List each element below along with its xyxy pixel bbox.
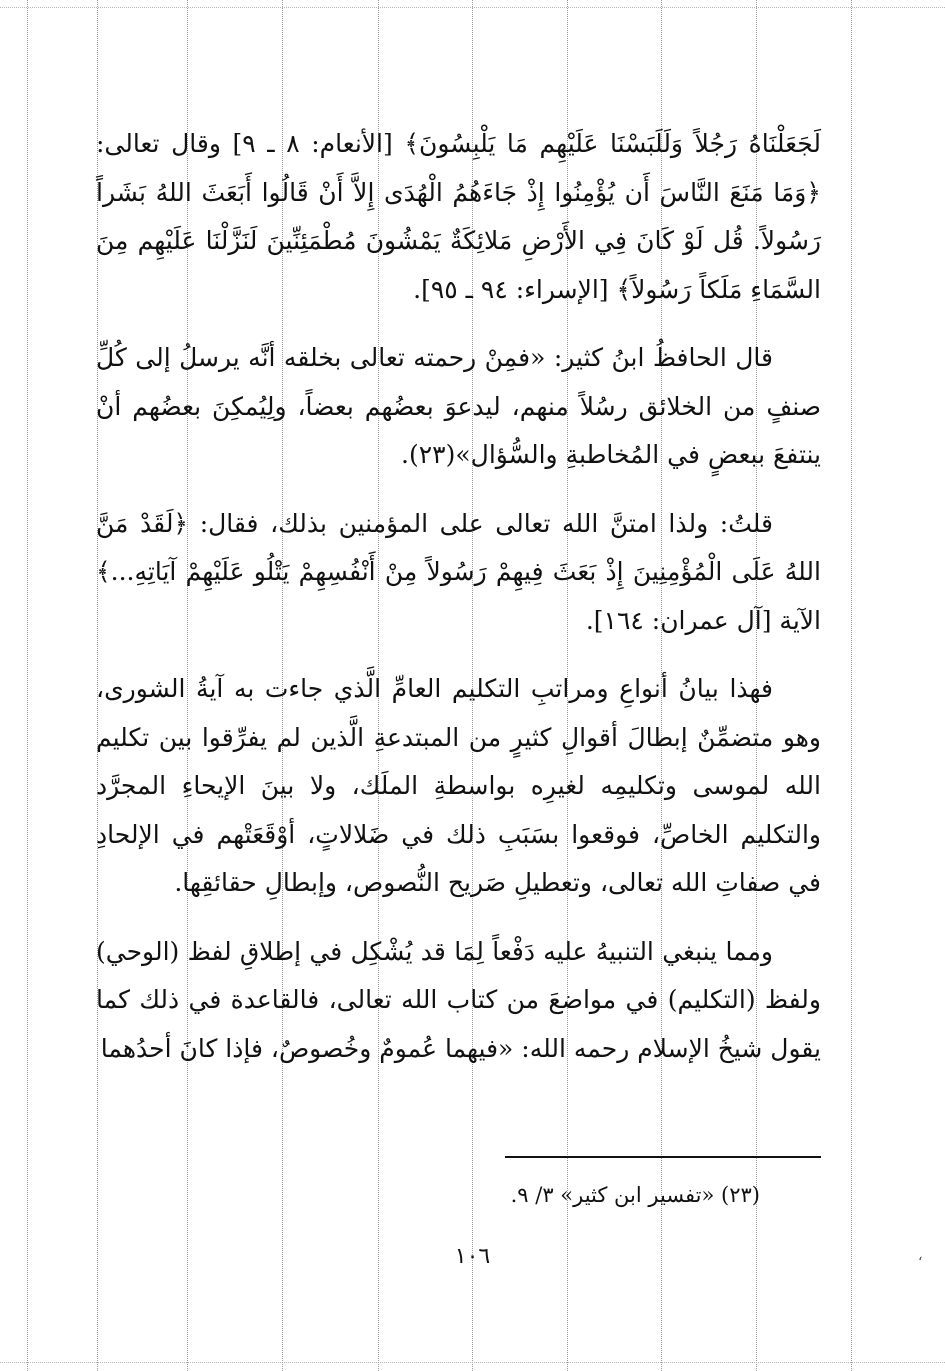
book-page-body xyxy=(96,120,821,1073)
grid-guide xyxy=(27,0,28,1371)
scan-edge-mark: ‘ xyxy=(918,1255,923,1271)
grid-guide xyxy=(0,7,945,8)
paragraph-al-imran-verse: قلتُ: ولذا امتنَّ الله تعالى على المؤمنين بذلك، فقال: ﴿لَقَدْ مَنَّ اللهُ عَلَى الْمُؤْمِنِينَ إِذْ بَعَثَ فِيهِمْ رَسُولاً مِنْ أَنْفُسِهِمْ يَتْلُو عَلَيْهِمْ آيَاتِهِ...﴾ الآية [آل عمران: ١٦٤]. xyxy=(96,508,821,635)
paragraph-ibn-kathir-quote: قال الحافظُ ابنُ كثير: «فمِنْ رحمته تعالى بخلقه أنَّه يرسلُ إلى كُلِّ صنفٍ من الخلائق رسُلاً منهم، ليدعوَ بعضُهم بعضاً، ولِيُمكِنَ بعضُهم أنْ ينتفعَ ببعضٍ في المُخاطبةِ والسُّؤال»(٢٣). xyxy=(96,343,821,469)
footnote: (٢٣) «تفسير ابن كثير» ٣/ ٩. xyxy=(510,1183,760,1207)
grid-guide xyxy=(0,1362,945,1363)
grid-guide xyxy=(851,0,852,1371)
paragraph-wahy-and-taklim: ومما ينبغي التنبيهُ عليه دَفْعاً لِمَا قد يُشْكِل في إطلاقِ لفظ (الوحي) ولفظ (التكليم) في مواضعَ من كتاب الله تعالى، فالقاعدة في ذلك كما يقول شيخُ الإسلام رحمه الله: «فيهما عُمومٌ وخُصوصٌ، فإذا كانَ أحدُهما xyxy=(96,936,821,1063)
page-number: ١٠٦ xyxy=(454,1244,491,1269)
paragraph-quran-citations: لَجَعَلْنَاهُ رَجُلاً وَلَلَبَسْنَا عَلَيْهِم مَا يَلْبِسُونَ﴾ [الأنعام: ٨ ـ ٩] وقال تعالى: ﴿وَمَا مَنَعَ النَّاسَ أَن يُؤْمِنُوا إِذْ جَاءَهُمُ الْهُدَى إِلاَّ أَنْ قَالُوا أَبَعَثَ اللهُ بَشَراً رَسُولاً. قُل لَوْ كَانَ فِي الأَرْضِ مَلائِكَةٌ يَمْشُونَ مُطْمَئِنِّينَ لَنَزَّلْنَا عَلَيْهِم مِنَ السَّمَاءِ مَلَكاً رَسُولاً﴾ [الإسراء: ٩٤ ـ ٩٥]. xyxy=(96,129,821,304)
paragraph-types-of-speech: فهذا بيانُ أنواعِ ومراتبِ التكليم العامِّ الَّذي جاءت به آيةُ الشورى، وهو متضمِّنٌ إبطالَ أقوالِ كثيرٍ من المبتدعةِ الَّذين لم يفرِّقوا بين تكليم الله لموسى وتكليمِه لغيرِه بواسطةِ الملَك، ولا بينَ الإيحاءِ المجرَّد والتكليم الخاصِّ، فوقعوا بسَبَبِ ذلك في ضَلالاتٍ، أوْقَعَتْهم في الإلحادِ في صفاتِ الله تعالى، وتعطيلِ صَريح النُّصوص، وإبطالِ حقائقِها. xyxy=(96,674,821,897)
footnote-separator xyxy=(505,1156,821,1158)
